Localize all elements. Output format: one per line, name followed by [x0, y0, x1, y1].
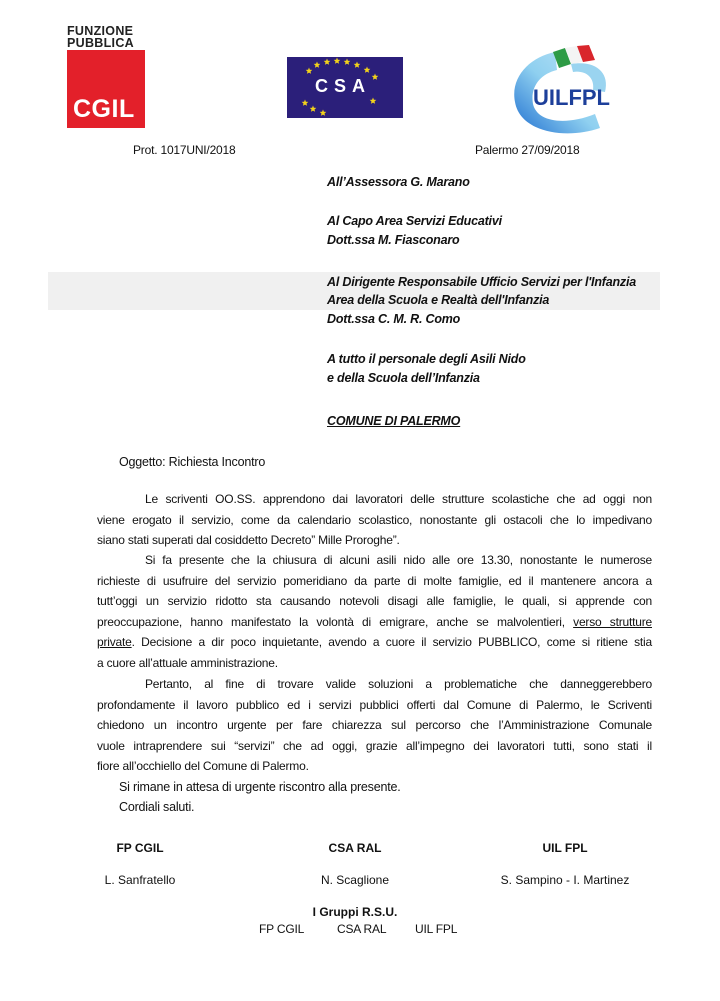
- rsu-title: I Gruppi R.S.U.: [312, 905, 398, 919]
- star-icon: [354, 62, 361, 68]
- addressee-personale-2: e della Scuola dell’Infanzia: [327, 371, 480, 385]
- star-icon: [306, 68, 313, 74]
- star-icon: [302, 100, 309, 106]
- addressee-comune: COMUNE DI PALERMO: [327, 414, 461, 428]
- closing-request: Si rimane in attesa di urgente riscontro alla presente.: [119, 780, 401, 794]
- addressee-dirigente-name: Dott.ssa C. M. R. Como: [327, 312, 461, 326]
- signature-name-uil-fpl: S. Sampino - I. Martinez: [500, 873, 630, 887]
- signature-name-fp-cgil: L. Sanfratello: [104, 873, 176, 887]
- place-date: Palermo 27/09/2018: [475, 143, 580, 157]
- paragraph-line: tutt’oggi un servizio ridotto sta causando notevoli disagi alle famiglie, le quali, si apprende con: [97, 594, 652, 609]
- star-icon: [364, 67, 371, 73]
- paragraph-1: [97, 489, 652, 551]
- addressee-dirigente: Al Dirigente Responsabile Ufficio Servizi per l'Infanzia: [327, 275, 636, 289]
- rsu-org-csa-ral: CSA RAL: [337, 922, 387, 936]
- rsu-org-uil-fpl: UIL FPL: [415, 922, 458, 936]
- signature-name-csa-ral: N. Scaglione: [320, 873, 390, 887]
- uilfpl-ribbon-icon: [505, 42, 640, 134]
- csa-logo: [287, 57, 403, 118]
- addressee-personale: A tutto il personale degli Asili Nido: [327, 352, 526, 366]
- addressee-capo-area: Al Capo Area Servizi Educativi: [327, 214, 502, 228]
- star-icon: [310, 106, 317, 112]
- paragraph-line: Si fa presente che la chiusura di alcuni asili nido alle ore 13.30, nonostante le numerose: [145, 553, 652, 567]
- paragraph-3: [97, 674, 652, 777]
- star-icon: [324, 59, 331, 65]
- paragraph-line: richieste di usufruire del servizio pomeridiano da parte di molte famiglie, ed il mantenere ancora a: [97, 573, 652, 588]
- rsu-org-fp-cgil: FP CGIL: [259, 922, 305, 936]
- paragraph-line: viene erogato il servizio, come da calendario scolastico, nonostante gli ostacoli che lo impedivano: [97, 512, 652, 527]
- star-icon: [314, 62, 321, 68]
- paragraph-line: a cuore all’attuale amministrazione.: [97, 655, 278, 670]
- text-segment: preoccupazione, hanno manifestato la volontà di emigrare, anche se malvolentieri,: [97, 614, 574, 629]
- addressee-dirigente-area: Area della Scuola e Realtà dell'Infanzia: [327, 293, 550, 307]
- csa-logo-mark: CSA: [315, 76, 372, 96]
- subject-line: Oggetto: Richiesta Incontro: [119, 455, 266, 469]
- uilfpl-logo: [505, 42, 640, 134]
- underlined-text: private: [97, 635, 132, 650]
- paragraph-2: [97, 550, 652, 674]
- protocol-number: Prot. 1017UNI/2018: [133, 143, 236, 157]
- paragraph-line: chiedono un incontro urgente per fare chiarezza sul percorso che l’Amministrazione Comunale: [97, 718, 652, 733]
- star-icon: [370, 98, 377, 104]
- signature-org-uil-fpl: UIL FPL: [542, 841, 588, 855]
- paragraph-line: Pertanto, al fine di trovare valide soluzioni a problematiche che danneggerebbero: [145, 677, 652, 691]
- cgil-logo-line2: PUBBLICA: [67, 36, 134, 50]
- star-icon: [344, 59, 351, 65]
- addressee-assessora: All’Assessora G. Marano: [327, 175, 470, 189]
- paragraph-line: [97, 612, 652, 633]
- signature-org-fp-cgil: FP CGIL: [116, 841, 164, 855]
- paragraph-line: siano stati superati dal cosiddetto Decreto” Mille Proroghe”.: [97, 533, 400, 548]
- paragraph-line: Le scriventi OO.SS. apprendono dai lavoratori delle strutture scolastiche che ad oggi non: [145, 492, 652, 506]
- signature-org-csa-ral: CSA RAL: [328, 841, 382, 855]
- paragraph-line: [97, 632, 652, 653]
- paragraph-line: profondamente il lavoro pubblico ed i servizi pubblici offerti dal Comune di Palermo, le Scriventi: [97, 697, 652, 712]
- paragraph-line: fiore all’occhiello del Comune di Palermo.: [97, 759, 309, 774]
- cgil-logo: [67, 50, 145, 128]
- paragraph-line: vuole intraprendere sui “servizi” che ad oggi, grazie all’impegno dei lavoratori tutti, sono stati il: [97, 738, 652, 753]
- underlined-text: verso strutture: [573, 614, 652, 629]
- text-segment: . Decisione a dir poco inquietante, avendo a cuore il servizio PUBBLICO, come si ritiene stia: [131, 635, 652, 650]
- cgil-logo-mark: CGIL: [73, 95, 135, 123]
- addressee-capo-area-name: Dott.ssa M. Fiasconaro: [327, 233, 460, 247]
- star-icon: [372, 74, 379, 80]
- cgil-logo-line1: FUNZIONE: [67, 24, 134, 38]
- svg-text:UILFPL: UILFPL: [533, 85, 610, 110]
- star-icon: [320, 110, 327, 116]
- star-icon: [334, 58, 341, 64]
- cgil-logo-text: [67, 25, 134, 49]
- closing-greeting: Cordiali saluti.: [119, 800, 195, 814]
